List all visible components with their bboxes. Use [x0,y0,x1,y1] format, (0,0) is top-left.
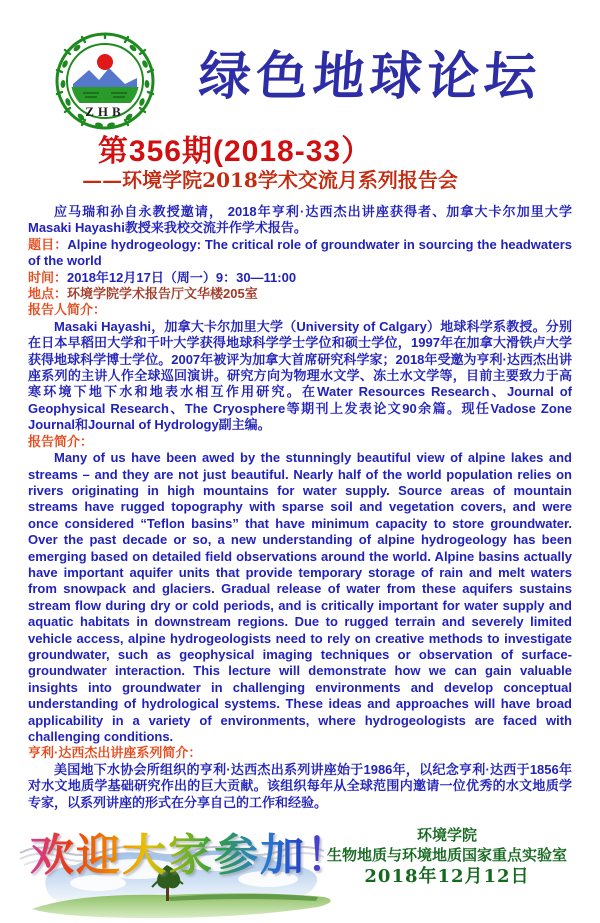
location-label: 地点： [28,286,68,302]
series-subtitle: ——环境学院2018学术交流月系列报告会 [82,168,458,192]
welcome-wordart: 欢迎大家参加！ [30,819,352,883]
signature-date: 2018年12月12日 [364,866,530,887]
speaker-section-label: 报告人简介： [28,302,107,318]
logo-zhb-text: ZHB [85,104,125,119]
topic-value: Alpine hydrogeology: The critical role of groundwater in sourcing the headwaters of the world [28,236,572,269]
location-row [28,286,572,302]
zhb-environment-logo [55,32,155,130]
location-value: 环境学院学术报告厅文华楼205室 [67,286,258,302]
field-icon [71,87,139,103]
forum-title: 绿色地球论坛 [196,46,544,107]
sun-icon [97,54,113,70]
time-label: 时间： [28,269,68,285]
abstract-section-label: 报告简介： [28,433,94,449]
speaker-bio: Masaki Hayashi，加拿大卡尔加里大学（University of Calgary）地球科学系教授。分别在日本早稻田大学和千叶大学获得地球科学学士学位和硕士学位，1997年在加拿大滑铁卢大学获得地球科学博士学位。2007年被评为加拿大首席研究科学家；2018年受邀为亨利·达西杰出讲座系列的主讲人作全球巡回演讲。研究方向为物理水文学、冻土水文学等，目前主要致力于高寒环境下地下水和地表水相互作用研究。在Water Resources Research、Journal of Geophysical Research、The Cryosphere等期刊上发表论文90余篇。现任Vadose Zone Journal和Journal of Hydrology副主编。 [28,318,572,433]
time-value: 2018年12月17日（周一）9：30—11:00 [67,269,297,285]
intro-paragraph: 应马瑞和孙自永教授邀请， 2018年亨利·达西杰出讲座获得者、加拿大卡尔加里大学Masaki Hayashi教授来我校交流并作学术报告。 [28,204,572,236]
signature-college: 环境学院 [416,826,477,844]
zhb-logo-graphic [55,32,155,130]
poster-footer [0,823,600,923]
series-text: 美国地下水协会所组织的亨利·达西杰出系列讲座始于1986年，以纪念亨利·达西于1856年对水文地质学基础研究作出的巨大贡献。该组织每年从全球范围内邀请一位优秀的水文地质学专家，以系列讲座的形式在分享自己的工作和经验。 [28,761,572,810]
poster-body [0,200,600,811]
topic-row [28,237,572,270]
topic-label: 题目： [28,236,68,252]
signature-laboratory: 生物地质与环境地质国家重点实验室 [326,846,567,864]
poster-header [0,0,600,200]
abstract-text: Many of us have been awed by the stunningly beautiful view of alpine lakes and streams – and they are not just beautiful. Nearly half of the world population relies on rivers originating in high mountains for water supply. Source areas of mountain streams have rugged topography with sparse soil and vegetation covers, and were once considered “Teflon basins” that have minimum capacity to store groundwater. Over the past decade or so, a new understanding of alpine hydrogeology has been emerging based on detailed field observations around the world. Alpine basins actually have important aquifer units that provide temporary storage of rain and melt waters from snowpack and glaciers. Gradual release of water from these aquifers sustains stream flow during dry or cold periods, and is critically important for water supply and aquatic habitats in downstream regions. Due to rugged terrain and severely limited vehicle access, alpine hydrogeologists need to rely on creative methods to investigate groundwater, such as geophysical imaging techniques or observation of surface-groundwater interaction. This lecture will demonstrate how we can gain valuable insights into groundwater in challenging environments and develop conceptual understanding of hydrological systems. These ideas and approaches will have broad applicability in a variety of environments, where hydrogeologists are faced with challenging conditions. [28,450,572,744]
series-section-label: 亨利·达西杰出讲座系列简介： [28,745,202,761]
signature-block [312,825,582,889]
issue-number: 第356期(2018-33） [97,135,373,168]
time-row [28,270,572,286]
